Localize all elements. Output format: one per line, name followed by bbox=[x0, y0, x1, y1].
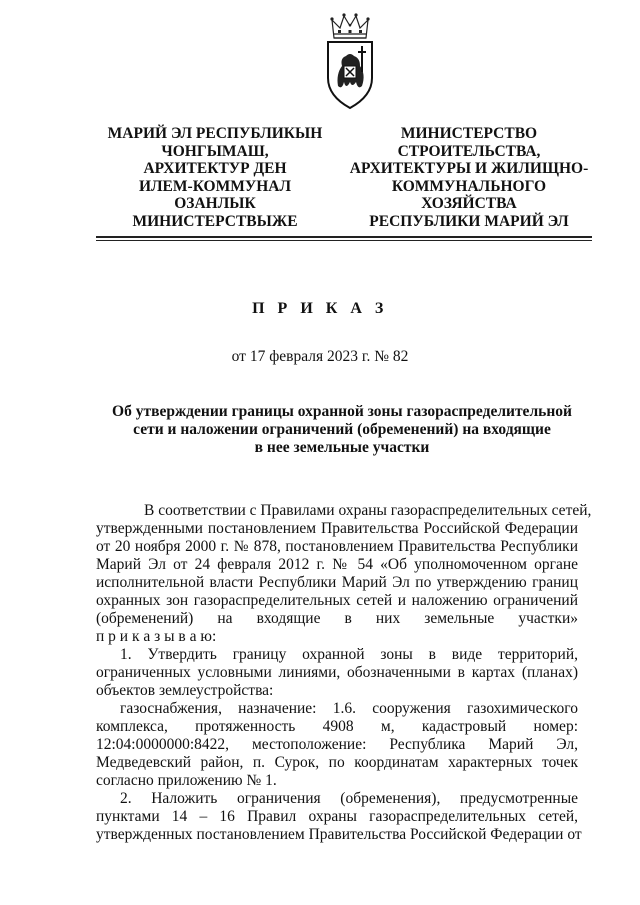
subject-line: Об утверждении границы охранной зоны газораспределительной bbox=[112, 403, 572, 420]
subject-line: в нее земельные участки bbox=[254, 439, 430, 456]
header-left-line: МИНИСТЕРСТВЫЖЕ bbox=[132, 212, 298, 230]
header-left-line: ИЛЕМ-КОММУНАЛ bbox=[138, 177, 292, 195]
header-right-block bbox=[344, 125, 594, 231]
body-line: (обременений) на входящие в них земельные участки» bbox=[96, 610, 578, 627]
body-line: утвержденными постановлением Правительства Российской Федерации bbox=[96, 520, 578, 537]
subject-line: сети и наложении ограничений (обременений) на входящие bbox=[133, 421, 551, 438]
body-line: Медведевский район, п. Сурок, по координатам характерных точек bbox=[96, 754, 578, 771]
header-right-line: КОММУНАЛЬНОГО bbox=[391, 177, 547, 195]
body-line: утвержденных постановлением Правительства Российской Федерации от bbox=[96, 826, 582, 843]
header-left-line: АРХИТЕКТУР ДЕН bbox=[143, 160, 287, 178]
header-right-line: ХОЗЯЙСТВА bbox=[421, 195, 517, 213]
header-left-line: ЧОНГЫМАШ, bbox=[161, 142, 269, 160]
body-line-order-word: п р и к а з ы в а ю: bbox=[96, 628, 217, 645]
body-line: ограниченных условными линиями, обозначенными в картах (планах) bbox=[96, 664, 578, 681]
body-line: газоснабжения, назначение: 1.6. сооружения газохимического bbox=[120, 700, 578, 717]
header-left-block bbox=[100, 125, 330, 231]
body-line: от 20 ноября 2000 г. № 878, постановлением Правительства Республики bbox=[96, 538, 578, 555]
body-line: 12:04:0000000:8422, местоположение: Республика Марий Эл, bbox=[96, 736, 578, 753]
body-line: охранных зон газораспределительных сетей и наложению ограничений bbox=[96, 592, 578, 609]
header-right-line: МИНИСТЕРСТВО bbox=[400, 125, 538, 142]
header-divider-thick bbox=[96, 236, 592, 238]
header-right-line: РЕСПУБЛИКИ МАРИЙ ЭЛ bbox=[369, 212, 569, 230]
body-line: В соответствии с Правилами охраны газораспределительных сетей, bbox=[144, 502, 592, 519]
body-line: исполнительной власти Республики Марий Эл по утверждению границ bbox=[96, 574, 578, 591]
header-divider-thin bbox=[96, 240, 592, 241]
header-right-line: АРХИТЕКТУРЫ И ЖИЛИЩНО- bbox=[349, 160, 589, 178]
body-line: объектов землеустройства: bbox=[96, 682, 274, 699]
body-line: комплекса, протяженность 4908 м, кадастровый номер: bbox=[96, 718, 578, 735]
body-line: 1. Утвердить границу охранной зоны в виде территорий, bbox=[120, 646, 578, 663]
coat-of-arms-emblem bbox=[322, 12, 378, 112]
body-line: пунктами 14 – 16 Правил охраны газораспределительных сетей, bbox=[96, 808, 578, 825]
body-line: Марий Эл от 24 февраля 2012 г. № 54 «Об уполномоченном органе bbox=[96, 556, 578, 573]
document-title: П Р И К А З bbox=[252, 300, 388, 317]
header-left-line: МАРИЙ ЭЛ РЕСПУБЛИКЫН bbox=[107, 125, 323, 142]
document-subject bbox=[100, 403, 584, 457]
body-line: согласно приложению № 1. bbox=[96, 772, 277, 789]
document-date-number: от 17 февраля 2023 г. № 82 bbox=[231, 348, 409, 365]
header-left-line: ОЗАНЛЫК bbox=[174, 195, 256, 213]
document-body bbox=[96, 502, 592, 844]
body-line: 2. Наложить ограничения (обременения), предусмотренные bbox=[120, 790, 578, 807]
header-right-line: СТРОИТЕЛЬСТВА, bbox=[397, 142, 541, 160]
